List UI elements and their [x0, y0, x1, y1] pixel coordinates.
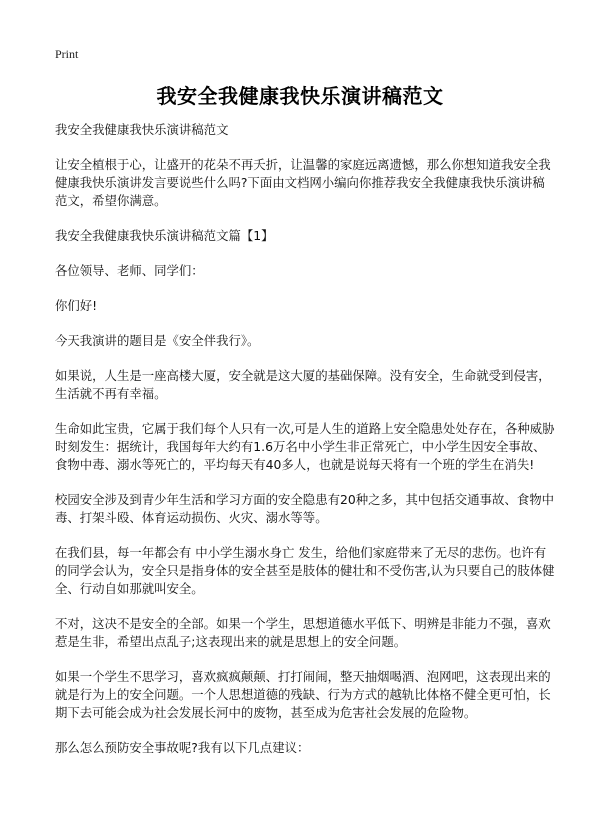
paragraph-body: 在我们县，每一年都会有 中小学生溺水身亡 发生，给他们家庭带来了无尽的悲伤。也许有的同学会认为，安全只是指身体的安全甚至是肢体的健壮和不受伤害,认为只要自己的肢体健全、行动自如那就叫安全。	[55, 545, 555, 596]
paragraph-body: 生命如此宝贵，它属于我们每个人只有一次,可是人生的道路上安全隐患处处存在，各种威胁时刻发生：据统计，我国每年大约有1.6万名中小学生非正常死亡，中小学生因安全事故、食物中毒、溺水等死亡的，平均每天有40多人，也就是说每天将有一个班的学生在消失!	[55, 421, 555, 472]
document-title: 我安全我健康我快乐演讲稿范文	[156, 84, 444, 108]
paragraph-intro: 让安全植根于心，让盛开的花朵不再夭折，让温馨的家庭远离遗憾，那么你想知道我安全我健康我快乐演讲发言要说些什么吗?下面由文档网小编向你推荐我安全我健康我快乐演讲稿范文，希望你满意。	[55, 157, 551, 208]
paragraph-greeting: 你们好!	[55, 298, 98, 313]
paragraph-body: 如果一个学生不思学习，喜欢疯疯颠颠、打打闹闹，整天抽烟喝酒、泡网吧，这表现出来的就是行为上的安全问题。一个人思想道德的残缺、行为方式的越轨比体格不健全更可怕，长期下去可能会成为社会发展长河中的废物，甚至成为危害社会发展的危险物。	[55, 669, 551, 720]
document-body	[55, 121, 555, 774]
paragraph-body: 如果说，人生是一座高楼大厦，安全就是这大厦的基础保障。没有安全，生命就受到侵害，生活就不再有幸福。	[55, 368, 551, 401]
paragraph-subtitle: 我安全我健康我快乐演讲稿范文	[55, 122, 229, 137]
paragraph-body: 那么怎么预防安全事故呢?我有以下几点建议：	[55, 740, 310, 755]
paragraph-body: 校园安全涉及到青少年生活和学习方面的安全隐患有20种之多，其中包括交通事故、食物中毒、打架斗殴、体育运动损伤、火灾、溺水等等。	[55, 492, 555, 525]
print-link[interactable]: Print	[55, 47, 79, 61]
paragraph-body: 不对，这决不是安全的全部。如果一个学生，思想道德水平低下、明辨是非能力不强，喜欢惹是生非，希望出点乱子;这表现出来的就是思想上的安全问题。	[55, 616, 551, 649]
paragraph-salutation: 各位领导、老师、同学们：	[55, 263, 204, 278]
paragraph-section-heading: 我安全我健康我快乐演讲稿范文篇【1】	[55, 228, 274, 243]
paragraph-topic: 今天我演讲的题目是《安全伴我行》。	[55, 333, 260, 348]
